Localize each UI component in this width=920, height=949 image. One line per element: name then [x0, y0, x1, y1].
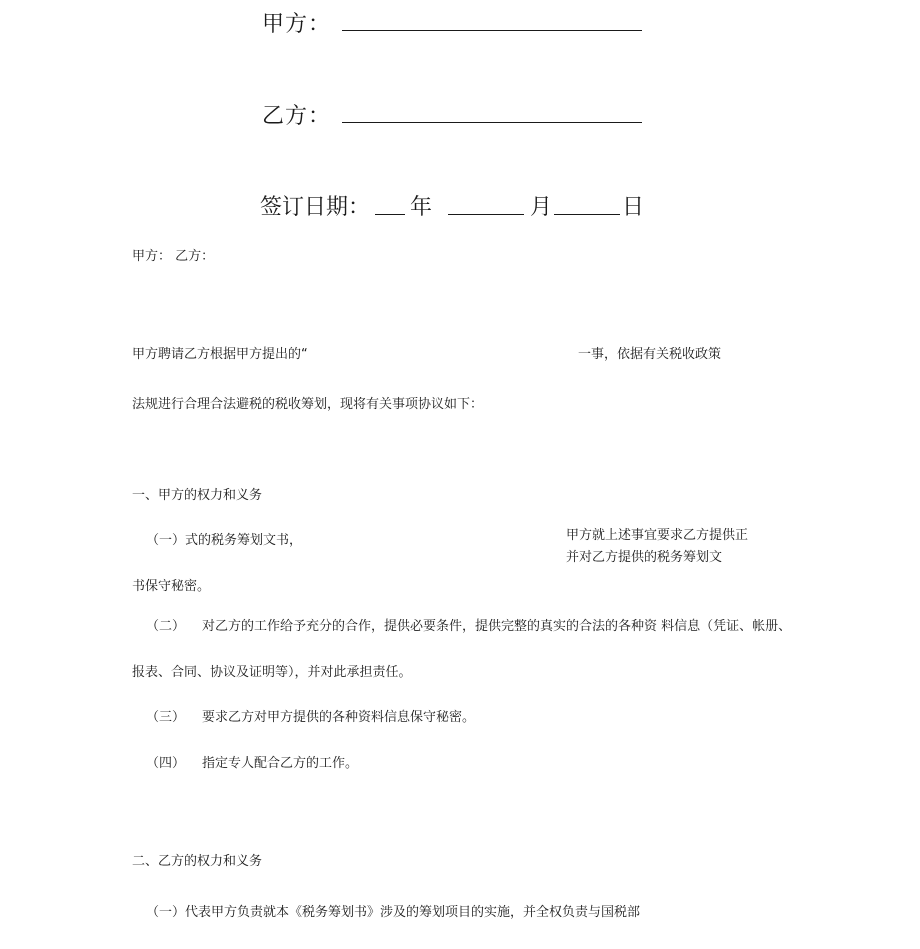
year-blank-line [375, 214, 405, 215]
section1-item2-num: （二） [146, 619, 186, 634]
parties-line: 甲方： 乙方： [132, 249, 215, 264]
section1-item4-text: 指定专人配合乙方的工作。 [202, 756, 359, 771]
month-blank-line [448, 214, 524, 215]
intro-line2: 法规进行合理合法避税的税收筹划，现将有关事项协议如下： [132, 397, 484, 412]
year-text: 年 [410, 195, 433, 220]
month-text: 月 [530, 195, 553, 220]
party-b-blank-line [342, 122, 642, 123]
section2-heading: 二、乙方的权力和义务 [132, 854, 263, 869]
day-text: 日 [622, 195, 645, 220]
party-a-blank-line [342, 30, 642, 31]
section1-item4-num: （四） [146, 756, 186, 771]
day-blank-line [554, 214, 620, 215]
section1-item1-right-line2: 并对乙方提供的税务筹划文 [566, 550, 723, 565]
section1-heading: 一、甲方的权力和义务 [132, 488, 263, 503]
section1-item3-num: （三） [146, 710, 186, 725]
section1-item1-left: （一）式的税务筹划文书， [146, 533, 303, 548]
intro-line1-left: 甲方聘请乙方根据甲方提出的“ [132, 347, 308, 362]
section1-item1-right-block [566, 523, 806, 565]
party-b-cover-label: 乙方： [262, 104, 332, 129]
intro-line1-right: 一事，依据有关税收政策 [578, 347, 722, 362]
section1-item2-cont: 报表、合同、协议及证明等），并对此承担责任。 [132, 665, 412, 680]
section1-item3-text: 要求乙方对甲方提供的各种资料信息保守秘密。 [202, 710, 476, 725]
section1-item1-cont: 书保守秘密。 [132, 579, 211, 594]
sign-date-label: 签订日期： [260, 195, 371, 220]
section2-item1: （一）代表甲方负责就本《税务筹划书》涉及的筹划项目的实施，并全权负责与国税部 [146, 905, 641, 920]
section1-item2-text: 对乙方的工作给予充分的合作，提供必要条件，提供完整的真实的合法的各种资 料信息（凭证、帐册、 [202, 619, 792, 634]
section1-item1-right-line1: 甲方就上述事宜要求乙方提供正 [566, 528, 749, 543]
party-a-cover-label: 甲方： [262, 12, 332, 37]
